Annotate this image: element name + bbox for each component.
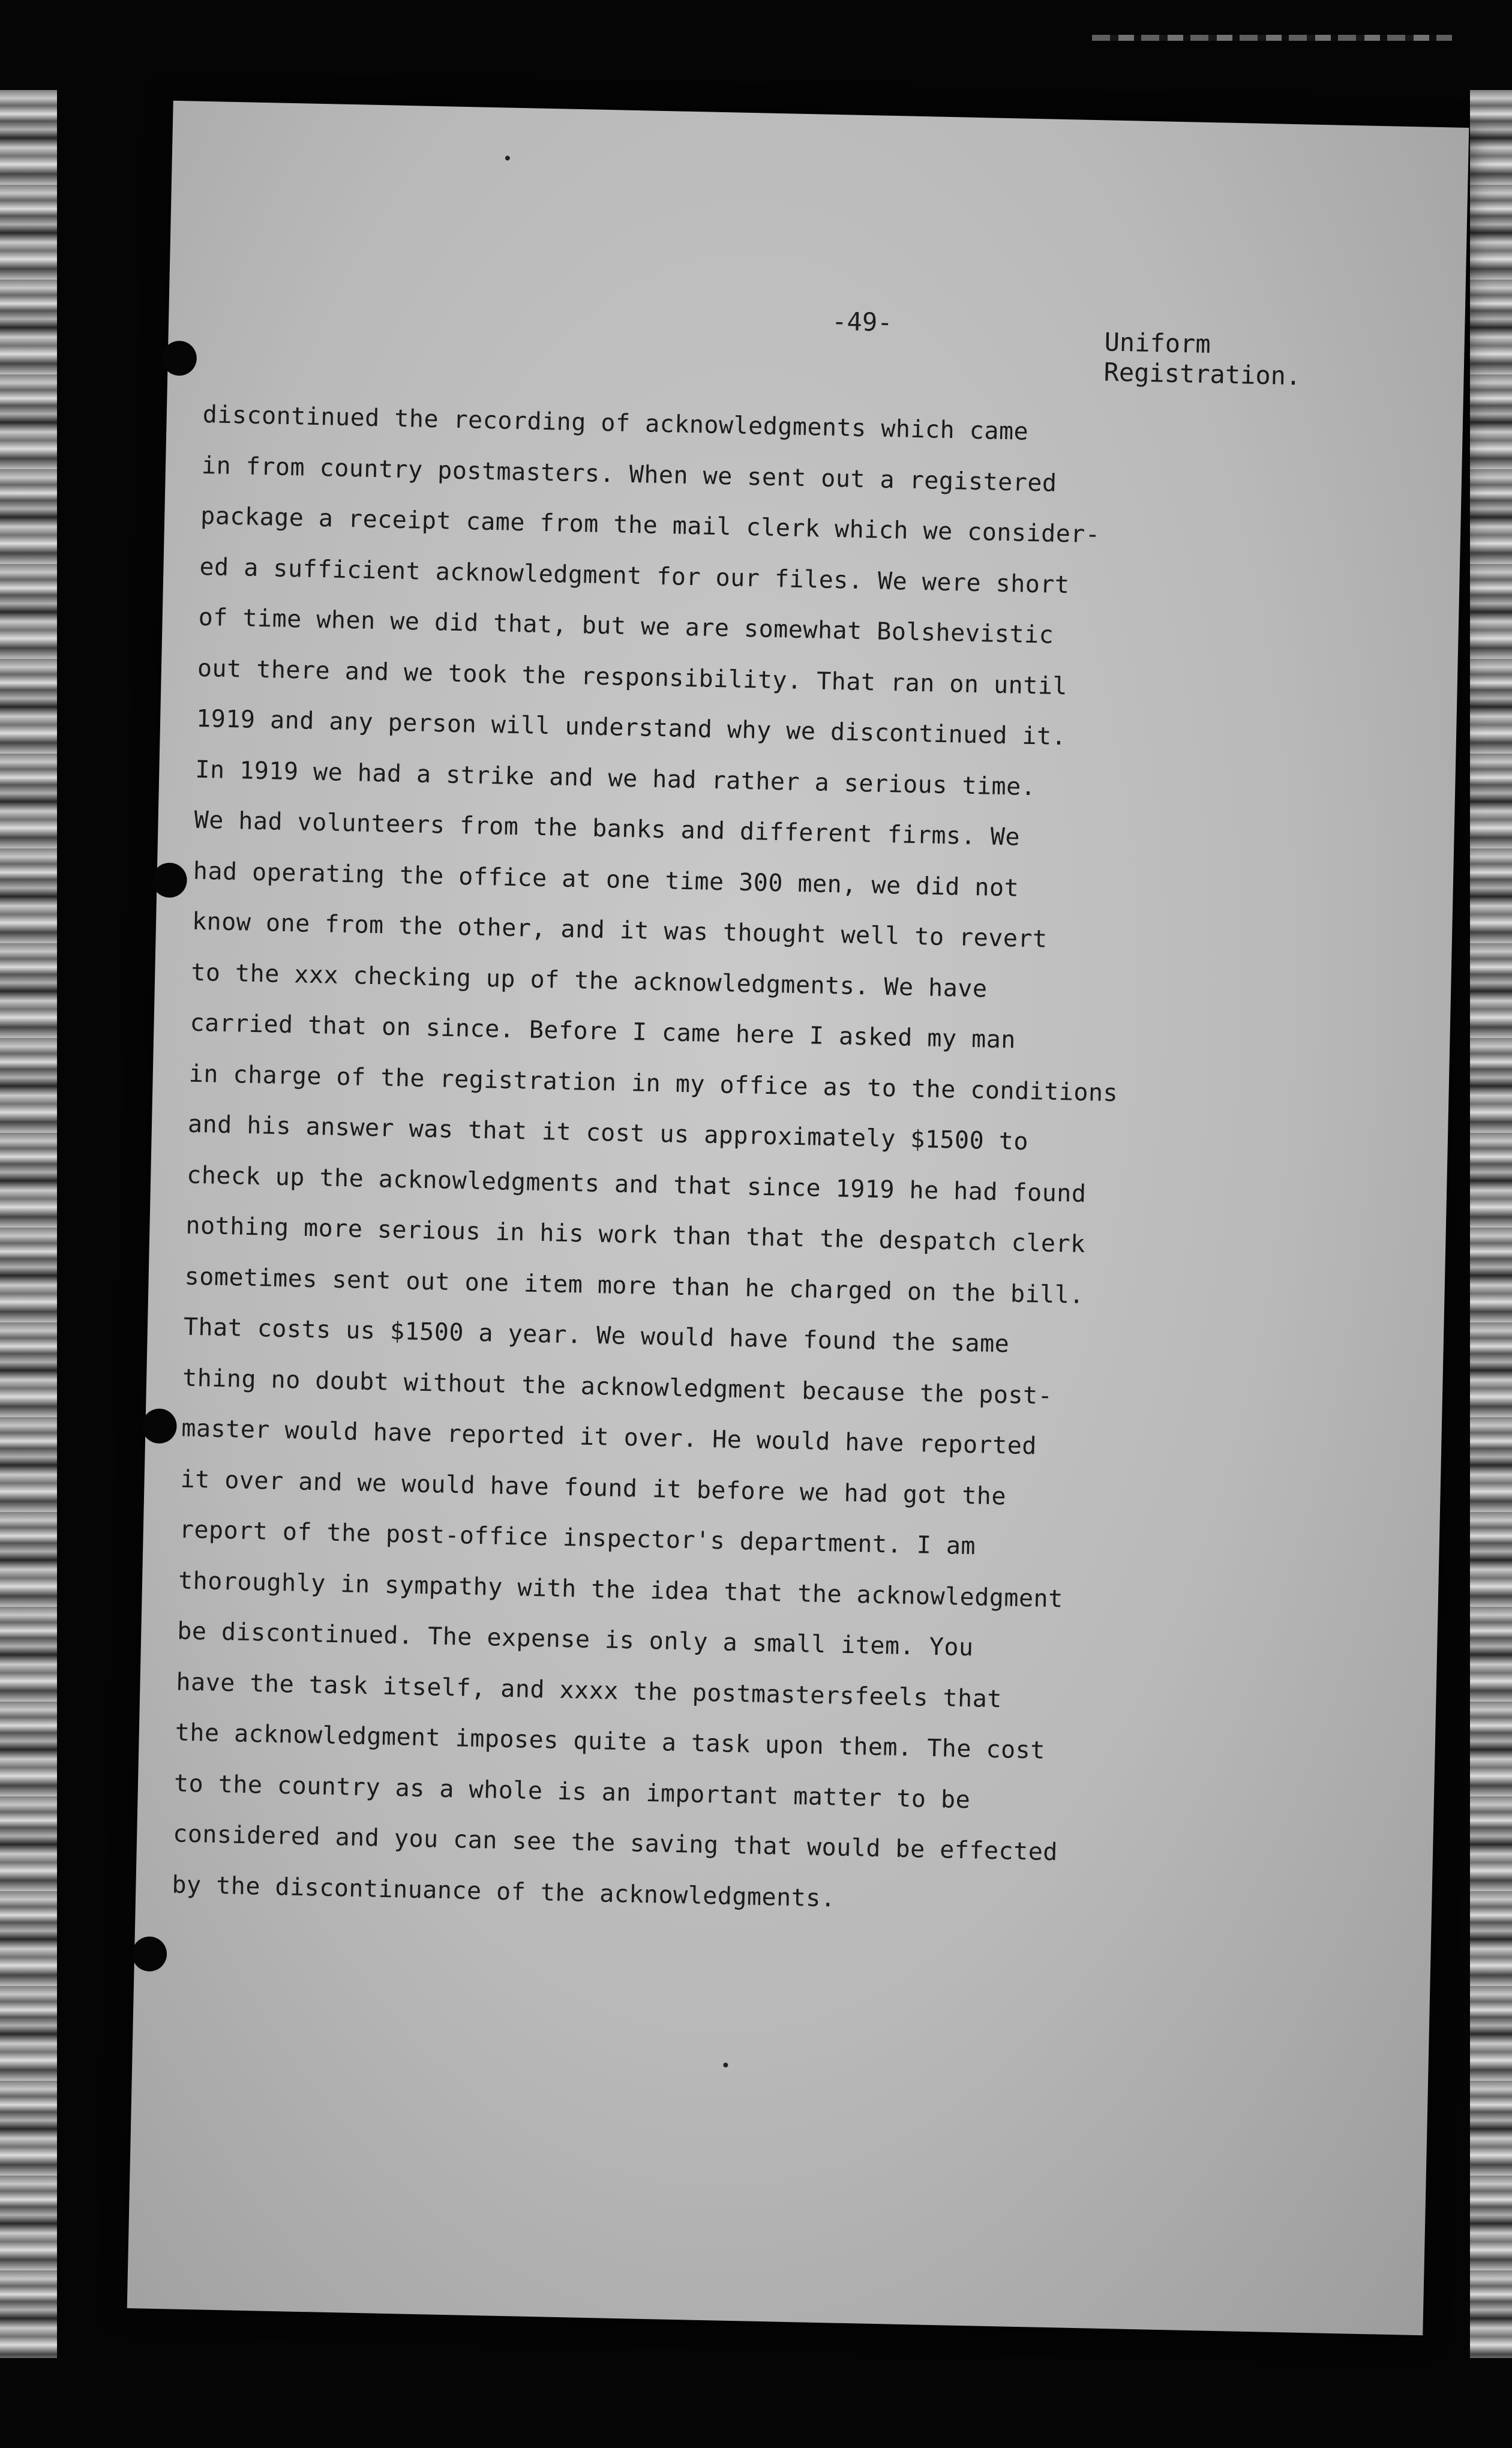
text-line: master would have reported it over. He would have reported: [181, 1414, 1037, 1460]
punch-hole-3: [142, 1408, 177, 1444]
punch-hole-4: [131, 1936, 167, 1972]
text-line: out there and we took the responsibility. That ran on until: [197, 654, 1068, 700]
text-line: thoroughly in sympathy with the idea that the acknowledgment: [178, 1567, 1064, 1613]
text-line: know one from the other, and it was thought well to revert: [191, 907, 1048, 953]
text-line: In 1919 we had a strike and we had rather a serious time.: [194, 755, 1036, 801]
page-number: -49-: [831, 306, 893, 337]
typed-page: [127, 101, 1469, 2335]
text-line: of time when we did that, but we are somewhat Bolshevistic: [198, 603, 1054, 649]
film-edge-left: [0, 90, 57, 2358]
stray-mark: [723, 2063, 728, 2068]
text-line: We had volunteers from the banks and different firms. We: [194, 806, 1021, 851]
header-line: Uniform: [1104, 327, 1211, 359]
text-line: thing no doubt without the acknowledgment because the post-: [182, 1364, 1053, 1410]
text-line: it over and we would have found it before we had got the: [180, 1465, 1007, 1510]
text-line: by the discontinuance of the acknowledgments.: [172, 1870, 836, 1913]
text-line: carried that on since. Before I came here I asked my man: [190, 1009, 1016, 1054]
text-line: considered and you can see the saving that would be effected: [172, 1820, 1058, 1867]
text-line: to the xxx checking up of the acknowledgments. We have: [190, 958, 988, 1003]
text-line: nothing more serious in his work than that the despatch clerk: [185, 1211, 1086, 1259]
text-line: discontinued the recording of acknowledgments which came: [202, 400, 1029, 446]
text-line: in charge of the registration in my office as to the conditions: [188, 1060, 1118, 1107]
text-line: had operating the office at one time 300 men, we did not: [193, 857, 1019, 902]
header-line: Registration.: [1103, 357, 1301, 391]
punch-hole-2: [152, 862, 187, 898]
film-edge-right: [1470, 90, 1512, 2358]
text-line: report of the post-office inspector's department. I am: [179, 1516, 976, 1561]
text-line: in from country postmasters. When we sent out a registered: [201, 451, 1057, 497]
text-line: check up the acknowledgments and that since 1919 he had found: [186, 1161, 1087, 1208]
film-top-strip: [1092, 35, 1452, 41]
text-line: ed a sufficient acknowledgment for our files. We were short: [199, 553, 1070, 599]
text-line: That costs us $1500 a year. We would have found the same: [183, 1313, 1010, 1358]
punch-hole-1: [161, 340, 197, 376]
text-line: the acknowledgment imposes quite a task upon them. The cost: [175, 1718, 1046, 1765]
text-line: and his answer was that it cost us approximately $1500 to: [187, 1110, 1029, 1156]
text-line: 1919 and any person will understand why we discontinued it.: [196, 704, 1067, 751]
text-line: be discontinued. The expense is only a small item. You: [176, 1617, 974, 1662]
body-text: [172, 389, 1223, 1931]
text-line: have the task itself, and xxxx the postmastersfeels that: [176, 1667, 1003, 1713]
text-line: package a receipt came from the mail clerk which we consider-: [200, 502, 1100, 549]
page-header: [1103, 327, 1302, 391]
stray-mark: [505, 155, 510, 160]
text-line: sometimes sent out one item more than he charged on the bill.: [184, 1262, 1085, 1309]
text-line: to the country as a whole is an important matter to be: [173, 1769, 971, 1814]
